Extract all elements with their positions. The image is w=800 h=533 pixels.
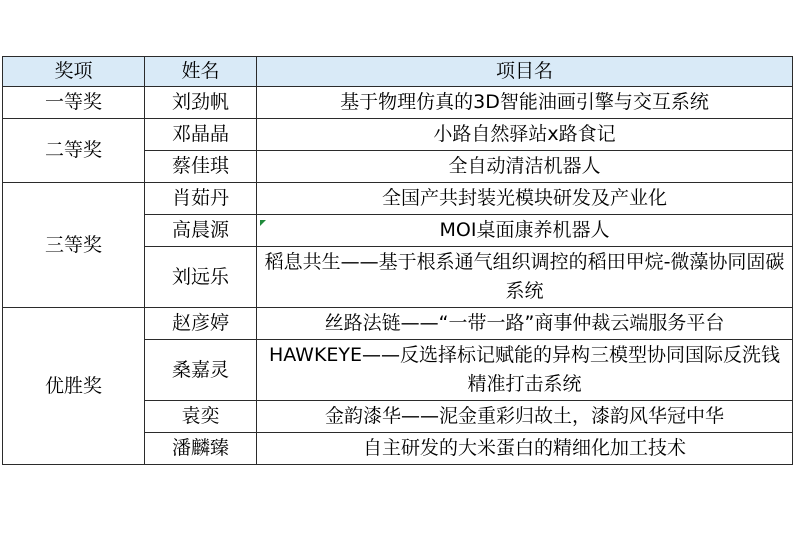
table-row: [3, 308, 793, 340]
project-cell: 稻息共生——基于根系通气组织调控的稻田甲烷-微藻协同固碳系统: [257, 247, 793, 308]
name-cell: 刘远乐: [145, 247, 257, 308]
table-header-row: [3, 57, 793, 87]
name-cell: 赵彦婷: [145, 308, 257, 340]
name-cell: 袁奕: [145, 401, 257, 433]
project-cell: 基于物理仿真的3D智能油画引擎与交互系统: [257, 87, 793, 119]
name-cell: 潘麟臻: [145, 433, 257, 465]
project-cell: 全自动清洁机器人: [257, 151, 793, 183]
table-row: [3, 87, 793, 119]
project-cell: MOI桌面康养机器人: [257, 215, 793, 247]
name-cell: 刘劲帆: [145, 87, 257, 119]
name-cell: 蔡佳琪: [145, 151, 257, 183]
cell-comment-marker: [260, 220, 266, 226]
name-cell: 肖茹丹: [145, 183, 257, 215]
project-cell: 丝路法链——“一带一路”商事仲裁云端服务平台: [257, 308, 793, 340]
project-cell: HAWKEYE——反选择标记赋能的异构三模型协同国际反洗钱精准打击系统: [257, 340, 793, 401]
project-cell: 自主研发的大米蛋白的精细化加工技术: [257, 433, 793, 465]
header-name: 姓名: [145, 57, 257, 87]
project-cell: 小路自然驿站x路食记: [257, 119, 793, 151]
header-award: 奖项: [3, 57, 145, 87]
table-row: [3, 119, 793, 151]
award-cell: 一等奖: [3, 87, 145, 119]
award-cell: 三等奖: [3, 183, 145, 308]
award-cell: 优胜奖: [3, 308, 145, 465]
header-project: 项目名: [257, 57, 793, 87]
name-cell: 邓晶晶: [145, 119, 257, 151]
table-row: [3, 183, 793, 215]
project-cell: 全国产共封装光模块研发及产业化: [257, 183, 793, 215]
awards-table: [2, 56, 793, 465]
project-cell: 金韵漆华——泥金重彩归故土，漆韵风华冠中华: [257, 401, 793, 433]
name-cell: 高晨源: [145, 215, 257, 247]
award-cell: 二等奖: [3, 119, 145, 183]
name-cell: 桑嘉灵: [145, 340, 257, 401]
